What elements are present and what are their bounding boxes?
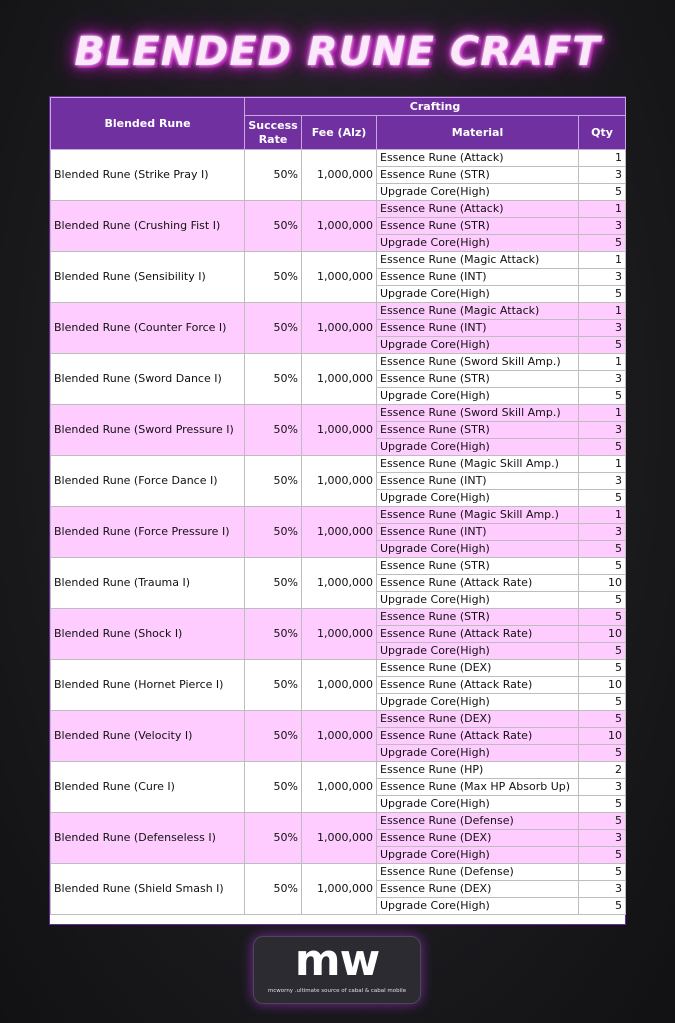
qty-cell: 5 bbox=[579, 235, 626, 252]
qty-cell: 1 bbox=[579, 456, 626, 473]
material-cell: Essence Rune (Attack Rate) bbox=[377, 728, 579, 745]
table-row bbox=[51, 405, 626, 422]
material-cell: Upgrade Core(High) bbox=[377, 643, 579, 660]
table-row bbox=[51, 252, 626, 269]
table-row bbox=[51, 609, 626, 626]
table-row bbox=[51, 201, 626, 218]
qty-cell: 3 bbox=[579, 524, 626, 541]
rune-name-cell: Blended Rune (Shield Smash I) bbox=[51, 864, 245, 915]
material-cell: Essence Rune (Sword Skill Amp.) bbox=[377, 405, 579, 422]
material-cell: Essence Rune (INT) bbox=[377, 524, 579, 541]
table-row bbox=[51, 762, 626, 779]
qty-cell: 3 bbox=[579, 320, 626, 337]
qty-cell: 5 bbox=[579, 660, 626, 677]
material-cell: Essence Rune (STR) bbox=[377, 558, 579, 575]
fee-cell: 1,000,000 bbox=[302, 507, 377, 558]
qty-cell: 3 bbox=[579, 422, 626, 439]
qty-cell: 5 bbox=[579, 490, 626, 507]
fee-cell: 1,000,000 bbox=[302, 864, 377, 915]
qty-cell: 5 bbox=[579, 541, 626, 558]
logo-mark: mw bbox=[294, 935, 380, 986]
fee-cell: 1,000,000 bbox=[302, 813, 377, 864]
qty-cell: 1 bbox=[579, 303, 626, 320]
rune-craft-table-container bbox=[49, 96, 626, 925]
qty-cell: 5 bbox=[579, 388, 626, 405]
header-crafting: Crafting bbox=[245, 98, 626, 116]
success-rate-cell: 50% bbox=[245, 150, 302, 201]
material-cell: Essence Rune (Attack Rate) bbox=[377, 626, 579, 643]
rune-name-cell: Blended Rune (Cure I) bbox=[51, 762, 245, 813]
material-cell: Upgrade Core(High) bbox=[377, 184, 579, 201]
qty-cell: 3 bbox=[579, 269, 626, 286]
material-cell: Essence Rune (DEX) bbox=[377, 881, 579, 898]
material-cell: Upgrade Core(High) bbox=[377, 541, 579, 558]
success-rate-cell: 50% bbox=[245, 813, 302, 864]
material-cell: Essence Rune (STR) bbox=[377, 609, 579, 626]
qty-cell: 1 bbox=[579, 405, 626, 422]
success-rate-cell: 50% bbox=[245, 507, 302, 558]
material-cell: Upgrade Core(High) bbox=[377, 847, 579, 864]
success-rate-cell: 50% bbox=[245, 558, 302, 609]
material-cell: Upgrade Core(High) bbox=[377, 592, 579, 609]
qty-cell: 5 bbox=[579, 558, 626, 575]
rune-name-cell: Blended Rune (Force Pressure I) bbox=[51, 507, 245, 558]
material-cell: Essence Rune (Magic Skill Amp.) bbox=[377, 507, 579, 524]
material-cell: Essence Rune (DEX) bbox=[377, 830, 579, 847]
table-row bbox=[51, 711, 626, 728]
success-rate-cell: 50% bbox=[245, 303, 302, 354]
material-cell: Upgrade Core(High) bbox=[377, 388, 579, 405]
success-rate-cell: 50% bbox=[245, 864, 302, 915]
fee-cell: 1,000,000 bbox=[302, 558, 377, 609]
header-material: Material bbox=[377, 116, 579, 150]
qty-cell: 5 bbox=[579, 439, 626, 456]
table-row bbox=[51, 558, 626, 575]
qty-cell: 5 bbox=[579, 847, 626, 864]
material-cell: Upgrade Core(High) bbox=[377, 745, 579, 762]
success-rate-cell: 50% bbox=[245, 456, 302, 507]
table-row bbox=[51, 303, 626, 320]
success-rate-cell: 50% bbox=[245, 762, 302, 813]
material-cell: Upgrade Core(High) bbox=[377, 286, 579, 303]
header-blended-rune: Blended Rune bbox=[51, 98, 245, 150]
qty-cell: 5 bbox=[579, 694, 626, 711]
material-cell: Essence Rune (HP) bbox=[377, 762, 579, 779]
rune-name-cell: Blended Rune (Sword Dance I) bbox=[51, 354, 245, 405]
rune-name-cell: Blended Rune (Counter Force I) bbox=[51, 303, 245, 354]
success-rate-cell: 50% bbox=[245, 609, 302, 660]
rune-name-cell: Blended Rune (Sensibility I) bbox=[51, 252, 245, 303]
header-fee: Fee (Alz) bbox=[302, 116, 377, 150]
material-cell: Essence Rune (STR) bbox=[377, 167, 579, 184]
qty-cell: 5 bbox=[579, 864, 626, 881]
material-cell: Essence Rune (Magic Attack) bbox=[377, 252, 579, 269]
header-qty: Qty bbox=[579, 116, 626, 150]
success-rate-cell: 50% bbox=[245, 660, 302, 711]
material-cell: Upgrade Core(High) bbox=[377, 337, 579, 354]
material-cell: Essence Rune (INT) bbox=[377, 269, 579, 286]
qty-cell: 5 bbox=[579, 592, 626, 609]
table-row bbox=[51, 507, 626, 524]
success-rate-cell: 50% bbox=[245, 711, 302, 762]
qty-cell: 3 bbox=[579, 371, 626, 388]
table-row bbox=[51, 354, 626, 371]
table-row bbox=[51, 864, 626, 881]
table-row bbox=[51, 660, 626, 677]
qty-cell: 5 bbox=[579, 184, 626, 201]
qty-cell: 1 bbox=[579, 354, 626, 371]
success-rate-cell: 50% bbox=[245, 354, 302, 405]
material-cell: Essence Rune (Attack) bbox=[377, 150, 579, 167]
material-cell: Essence Rune (INT) bbox=[377, 473, 579, 490]
table-body bbox=[51, 150, 626, 915]
logo-tagline: mcworny .ultimate source of cabal & cabal mobile bbox=[267, 988, 407, 994]
rune-name-cell: Blended Rune (Force Dance I) bbox=[51, 456, 245, 507]
material-cell: Upgrade Core(High) bbox=[377, 898, 579, 915]
qty-cell: 10 bbox=[579, 728, 626, 745]
qty-cell: 5 bbox=[579, 609, 626, 626]
fee-cell: 1,000,000 bbox=[302, 609, 377, 660]
qty-cell: 3 bbox=[579, 830, 626, 847]
material-cell: Essence Rune (Sword Skill Amp.) bbox=[377, 354, 579, 371]
table-row bbox=[51, 150, 626, 167]
qty-cell: 5 bbox=[579, 745, 626, 762]
qty-cell: 5 bbox=[579, 711, 626, 728]
material-cell: Essence Rune (STR) bbox=[377, 371, 579, 388]
qty-cell: 3 bbox=[579, 881, 626, 898]
qty-cell: 5 bbox=[579, 643, 626, 660]
qty-cell: 2 bbox=[579, 762, 626, 779]
rune-craft-table bbox=[50, 97, 626, 915]
success-rate-cell: 50% bbox=[245, 201, 302, 252]
material-cell: Upgrade Core(High) bbox=[377, 796, 579, 813]
fee-cell: 1,000,000 bbox=[302, 150, 377, 201]
rune-name-cell: Blended Rune (Velocity I) bbox=[51, 711, 245, 762]
material-cell: Essence Rune (Defense) bbox=[377, 864, 579, 881]
rune-name-cell: Blended Rune (Sword Pressure I) bbox=[51, 405, 245, 456]
material-cell: Upgrade Core(High) bbox=[377, 235, 579, 252]
table-row bbox=[51, 456, 626, 473]
rune-name-cell: Blended Rune (Defenseless I) bbox=[51, 813, 245, 864]
qty-cell: 3 bbox=[579, 167, 626, 184]
qty-cell: 5 bbox=[579, 898, 626, 915]
material-cell: Essence Rune (STR) bbox=[377, 422, 579, 439]
fee-cell: 1,000,000 bbox=[302, 405, 377, 456]
material-cell: Essence Rune (Magic Attack) bbox=[377, 303, 579, 320]
material-cell: Essence Rune (Defense) bbox=[377, 813, 579, 830]
rune-name-cell: Blended Rune (Crushing Fist I) bbox=[51, 201, 245, 252]
material-cell: Essence Rune (DEX) bbox=[377, 660, 579, 677]
fee-cell: 1,000,000 bbox=[302, 762, 377, 813]
rune-name-cell: Blended Rune (Strike Pray I) bbox=[51, 150, 245, 201]
fee-cell: 1,000,000 bbox=[302, 711, 377, 762]
fee-cell: 1,000,000 bbox=[302, 660, 377, 711]
fee-cell: 1,000,000 bbox=[302, 354, 377, 405]
rune-name-cell: Blended Rune (Shock I) bbox=[51, 609, 245, 660]
material-cell: Essence Rune (Max HP Absorb Up) bbox=[377, 779, 579, 796]
qty-cell: 3 bbox=[579, 779, 626, 796]
qty-cell: 5 bbox=[579, 813, 626, 830]
material-cell: Essence Rune (STR) bbox=[377, 218, 579, 235]
material-cell: Essence Rune (Attack) bbox=[377, 201, 579, 218]
qty-cell: 1 bbox=[579, 252, 626, 269]
qty-cell: 10 bbox=[579, 626, 626, 643]
qty-cell: 5 bbox=[579, 796, 626, 813]
qty-cell: 3 bbox=[579, 218, 626, 235]
material-cell: Essence Rune (DEX) bbox=[377, 711, 579, 728]
qty-cell: 1 bbox=[579, 507, 626, 524]
material-cell: Essence Rune (Magic Skill Amp.) bbox=[377, 456, 579, 473]
qty-cell: 10 bbox=[579, 575, 626, 592]
material-cell: Upgrade Core(High) bbox=[377, 490, 579, 507]
material-cell: Essence Rune (Attack Rate) bbox=[377, 677, 579, 694]
qty-cell: 1 bbox=[579, 201, 626, 218]
material-cell: Upgrade Core(High) bbox=[377, 694, 579, 711]
mw-logo bbox=[253, 936, 421, 1004]
material-cell: Upgrade Core(High) bbox=[377, 439, 579, 456]
qty-cell: 5 bbox=[579, 286, 626, 303]
fee-cell: 1,000,000 bbox=[302, 303, 377, 354]
table-row bbox=[51, 813, 626, 830]
fee-cell: 1,000,000 bbox=[302, 252, 377, 303]
rune-name-cell: Blended Rune (Trauma I) bbox=[51, 558, 245, 609]
fee-cell: 1,000,000 bbox=[302, 201, 377, 252]
material-cell: Essence Rune (INT) bbox=[377, 320, 579, 337]
fee-cell: 1,000,000 bbox=[302, 456, 377, 507]
qty-cell: 1 bbox=[579, 150, 626, 167]
material-cell: Essence Rune (Attack Rate) bbox=[377, 575, 579, 592]
qty-cell: 10 bbox=[579, 677, 626, 694]
qty-cell: 5 bbox=[579, 337, 626, 354]
page-title: BLENDED RUNE CRAFT bbox=[74, 29, 601, 75]
header-success-rate: Success Rate bbox=[245, 116, 302, 150]
rune-name-cell: Blended Rune (Hornet Pierce I) bbox=[51, 660, 245, 711]
success-rate-cell: 50% bbox=[245, 405, 302, 456]
qty-cell: 3 bbox=[579, 473, 626, 490]
success-rate-cell: 50% bbox=[245, 252, 302, 303]
